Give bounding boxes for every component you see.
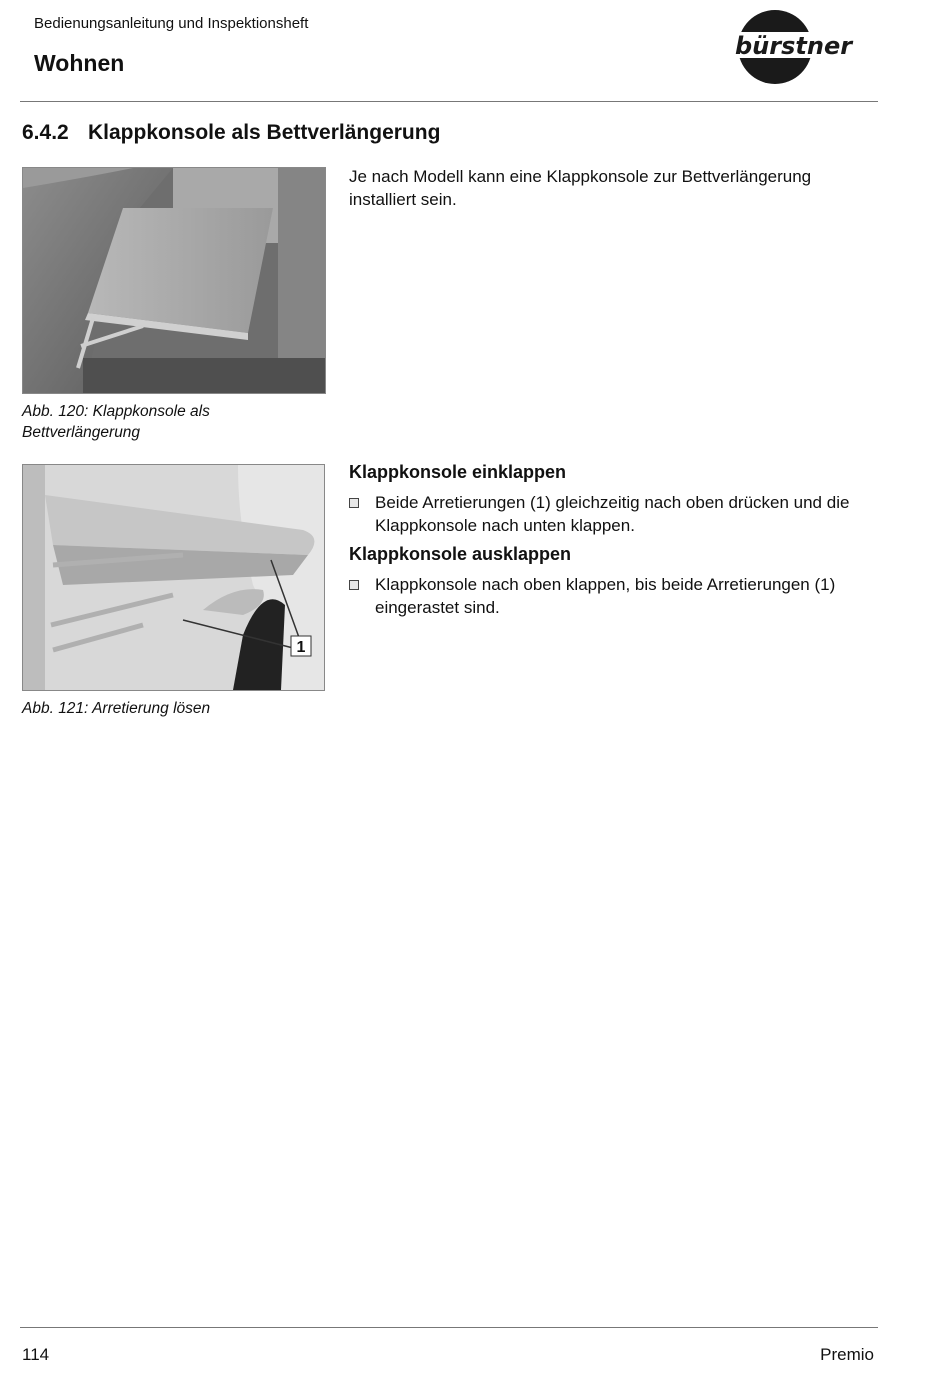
heading-title: Klappkonsole als Bettverlängerung <box>88 121 441 144</box>
document-title: Bedienungsanleitung und Inspektionsheft <box>34 15 309 32</box>
step-einklappen-text: Beide Arretierungen (1) gleichzeitig nach oben drücken und die Klappkonsole nach unten klappen. <box>375 493 850 535</box>
step-ausklappen-title: Klappkonsole ausklappen <box>349 544 572 564</box>
bullet-square-icon <box>349 580 359 590</box>
buerstner-logo <box>730 8 872 86</box>
figure-121-photo <box>22 464 325 691</box>
step-einklappen-item <box>349 491 879 537</box>
bullet-square-icon <box>349 498 359 508</box>
heading-number: 6.4.2 <box>22 121 69 144</box>
callout-1: 1 <box>296 639 306 656</box>
header-divider <box>20 101 878 102</box>
svg-text:bürstner: bürstner <box>735 32 853 60</box>
page-number: 114 <box>22 1345 50 1364</box>
figure-121-caption: Abb. 121: Arretierung lösen <box>22 700 211 717</box>
section-title: Wohnen <box>34 50 125 76</box>
figure-120-caption <box>22 401 210 443</box>
model-name: Premio <box>820 1345 874 1364</box>
figure-120-caption-line1: Abb. 120: Klappkonsole als <box>22 403 210 420</box>
figure-120-photo <box>22 167 326 394</box>
section-heading <box>22 121 440 145</box>
step-ausklappen-text: Klappkonsole nach oben klappen, bis beide Arretierungen (1) eingerastet sind. <box>375 575 836 617</box>
step-ausklappen-item <box>349 573 879 619</box>
intro-paragraph: Je nach Modell kann eine Klappkonsole zur Bettverlängerung installiert sein. <box>349 167 812 209</box>
footer-divider <box>20 1327 878 1328</box>
step-einklappen-title: Klappkonsole einklappen <box>349 462 567 482</box>
figure-120-caption-line2: Bettverlängerung <box>22 424 141 441</box>
